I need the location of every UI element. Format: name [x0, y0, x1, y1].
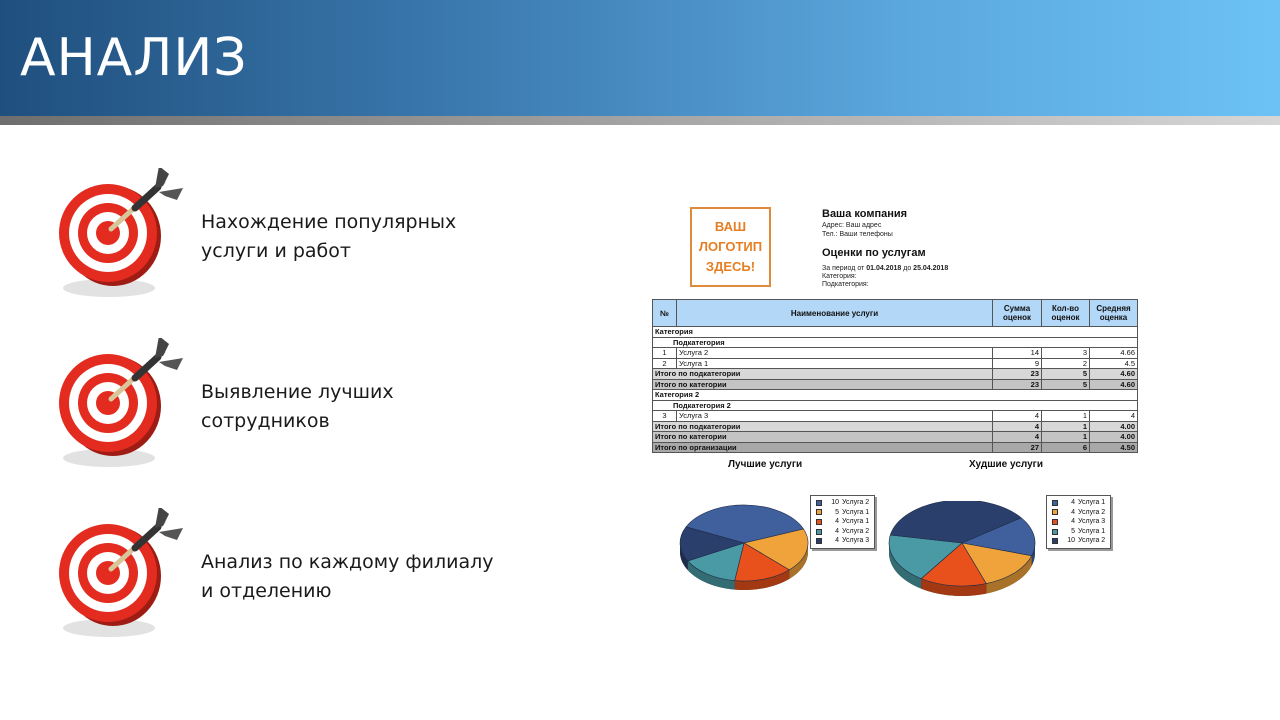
table-row	[653, 337, 1138, 348]
legend-swatch	[1052, 500, 1058, 506]
table-cell: Итого по категории	[653, 379, 993, 390]
legend-label: Услуга 1	[1078, 499, 1106, 506]
legend-item	[816, 527, 869, 537]
table-cell: 1	[1042, 432, 1090, 443]
legend-value: 4	[835, 518, 839, 526]
legend-swatch	[816, 529, 822, 535]
table-cell: 4	[1090, 411, 1138, 422]
company-phone: Тел.: Ваши телефоны	[822, 231, 893, 238]
report-title: Оценки по услугам	[822, 247, 926, 259]
report-category: Категория:	[822, 273, 857, 280]
table-cell: 2	[1042, 358, 1090, 369]
table-row	[653, 432, 1138, 443]
legend-value: 5	[1071, 527, 1075, 535]
legend-value: 10	[831, 499, 839, 506]
table-cell: 4.50	[1090, 442, 1138, 453]
table-cell: Подкатегория	[653, 337, 1138, 348]
legend-item	[816, 508, 869, 518]
report-subcategory: Подкатегория:	[822, 281, 869, 288]
table-cell: 23	[993, 379, 1042, 390]
col-header: Средняя оценка	[1090, 300, 1138, 327]
table-cell: Итого по организации	[653, 442, 993, 453]
legend-swatch	[1052, 509, 1058, 515]
legend-label: Услуга 1	[1078, 527, 1106, 535]
legend-label: Услуга 1	[842, 508, 870, 516]
table-row	[653, 358, 1138, 369]
table-cell: 23	[993, 369, 1042, 380]
legend-item	[1052, 517, 1105, 527]
table-cell: Категория	[653, 327, 1138, 338]
col-header: Наименование услуги	[677, 300, 993, 327]
table-cell: 14	[993, 348, 1042, 359]
table-cell: Услуга 1	[677, 358, 993, 369]
table-row	[653, 379, 1138, 390]
legend-label: Услуга 2	[842, 499, 870, 506]
legend-value: 5	[835, 508, 839, 516]
table-cell: 1	[1042, 421, 1090, 432]
pie-chart-best	[674, 501, 814, 611]
legend-value: 4	[1071, 518, 1075, 526]
legend-item	[1052, 508, 1105, 518]
table-row	[653, 411, 1138, 422]
legend-item	[1052, 498, 1105, 508]
report-preview	[652, 205, 1138, 605]
table-cell: 4.00	[1090, 421, 1138, 432]
logo-line: ЗДЕСЬ!	[705, 259, 756, 274]
legend-label: Услуга 2	[1078, 508, 1106, 516]
table-cell: 9	[993, 358, 1042, 369]
header-bar	[0, 0, 1280, 116]
target-dart-icon	[55, 168, 187, 303]
table-cell: Итого по подкатегории	[653, 421, 993, 432]
legend-label: Услуга 2	[842, 527, 870, 535]
legend-value: 4	[1071, 508, 1075, 516]
target-dart-icon	[55, 508, 187, 643]
legend-swatch	[1052, 519, 1058, 525]
legend-value: 4	[835, 537, 839, 545]
table-cell: 1	[1042, 411, 1090, 422]
header-divider	[0, 116, 1280, 125]
col-header: Кол-во оценок	[1042, 300, 1090, 327]
chart-title-best: Лучшие услуги	[728, 459, 803, 470]
legend-label: Услуга 1	[842, 518, 870, 526]
col-header: Сумма оценок	[993, 300, 1042, 327]
page-title: АНАЛИЗ	[20, 28, 248, 88]
logo-line: ВАШ	[714, 219, 747, 234]
legend-worst	[1046, 495, 1111, 549]
table-cell: Итого по подкатегории	[653, 369, 993, 380]
table-row	[653, 348, 1138, 359]
legend-value: 4	[835, 527, 839, 535]
table-cell: 4	[993, 432, 1042, 443]
table-cell: Услуга 2	[677, 348, 993, 359]
table-row	[653, 400, 1138, 411]
table-cell: 4	[993, 411, 1042, 422]
point-2	[55, 338, 495, 488]
legend-swatch	[816, 538, 822, 544]
table-cell: Подкатегория 2	[653, 400, 1138, 411]
table-cell: Услуга 3	[677, 411, 993, 422]
report-period: За период от 01.04.2018 до 25.04.2018	[822, 265, 949, 272]
legend-swatch	[1052, 538, 1058, 544]
logo-line: ЛОГОТИП	[698, 239, 763, 254]
ratings-table	[652, 299, 1138, 453]
table-cell: 3	[653, 411, 677, 422]
table-cell: 4.66	[1090, 348, 1138, 359]
table-cell: 3	[1042, 348, 1090, 359]
table-cell: Итого по категории	[653, 432, 993, 443]
table-cell: 4	[993, 421, 1042, 432]
legend-item	[816, 517, 869, 527]
table-cell: 27	[993, 442, 1042, 453]
legend-label: Услуга 2	[1078, 537, 1106, 545]
company-name: Ваша компания	[822, 208, 908, 220]
point-text: Анализ по каждому филиалу и отделению	[201, 551, 494, 602]
table-row	[653, 327, 1138, 338]
table-cell: 2	[653, 358, 677, 369]
table-row	[653, 442, 1138, 453]
legend-value: 10	[1067, 537, 1075, 545]
company-address: Адрес: Ваш адрес	[822, 222, 882, 229]
table-cell: Категория 2	[653, 390, 1138, 401]
target-dart-icon	[55, 338, 187, 473]
table-cell: 4.5	[1090, 358, 1138, 369]
col-header: №	[653, 300, 677, 327]
table-cell: 1	[653, 348, 677, 359]
legend-swatch	[816, 500, 822, 506]
logo-placeholder	[690, 207, 771, 287]
legend-item	[1052, 536, 1105, 546]
table-cell: 4.60	[1090, 379, 1138, 390]
legend-item	[816, 498, 869, 508]
legend-swatch	[816, 509, 822, 515]
table-cell: 5	[1042, 369, 1090, 380]
legend-label: Услуга 3	[842, 537, 870, 545]
point-text: Выявление лучших сотрудников	[201, 381, 394, 432]
point-3	[55, 508, 495, 658]
point-1	[55, 168, 495, 318]
legend-item	[816, 536, 869, 546]
point-text: Нахождение популярных услуги и работ	[201, 211, 457, 262]
chart-title-worst: Худшие услуги	[969, 459, 1043, 470]
table-cell: 4.00	[1090, 432, 1138, 443]
legend-value: 4	[1071, 499, 1075, 506]
legend-swatch	[816, 519, 822, 525]
table-row	[653, 369, 1138, 380]
table-cell: 5	[1042, 379, 1090, 390]
table-cell: 4.60	[1090, 369, 1138, 380]
table-row	[653, 390, 1138, 401]
table-row	[653, 421, 1138, 432]
table-cell: 6	[1042, 442, 1090, 453]
legend-best	[810, 495, 875, 549]
legend-item	[1052, 527, 1105, 537]
legend-swatch	[1052, 529, 1058, 535]
pie-chart-worst	[888, 501, 1048, 611]
legend-label: Услуга 3	[1078, 518, 1106, 526]
